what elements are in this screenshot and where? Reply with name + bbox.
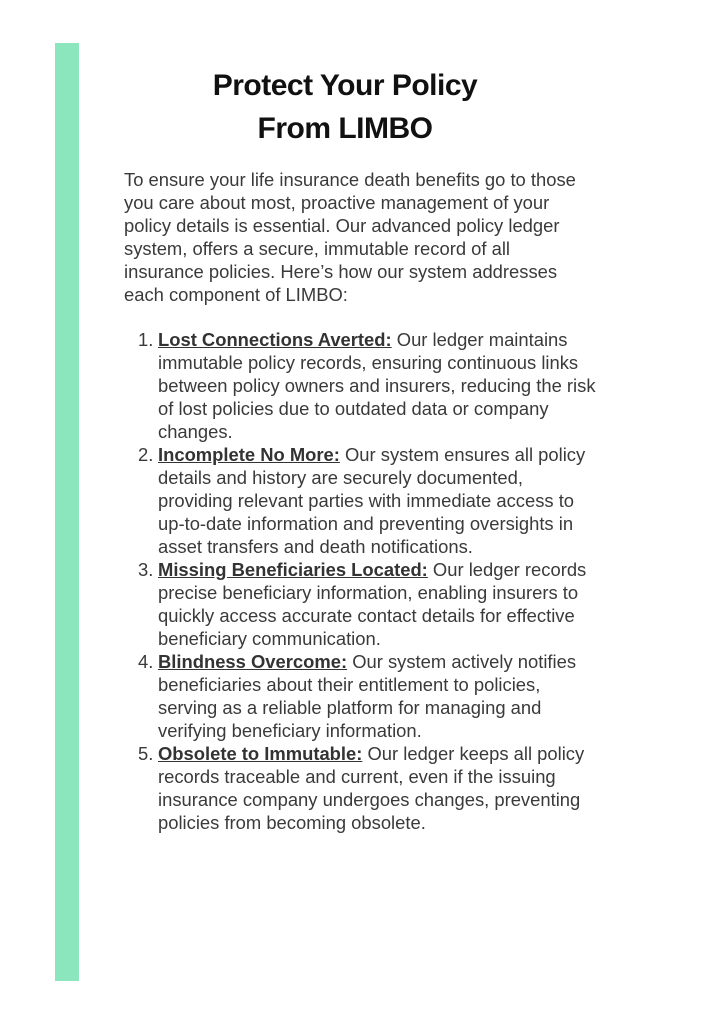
list-item-text: Our system ensures all policy details and history are securely documented, providing relevant parties with immediate access to up-to-date information and preventing oversights in asset transfers and death notifications.	[158, 444, 586, 557]
list-item-number: 1.	[138, 329, 154, 350]
intro-paragraph: To ensure your life insurance death benefits go to those you care about most, proactive management of your policy details is essential. Our advanced policy ledger system, offers a secure, immutable record of all insurance policies. Here’s how our system addresses each component of LIMBO:	[124, 169, 576, 305]
list-item-obsolete	[124, 742, 599, 834]
list-item-number: 3.	[138, 559, 154, 580]
list-item-text: Our ledger keeps all policy records traceable and current, even if the issuing insurance company undergoes changes, preventing policies from becoming obsolete.	[158, 743, 585, 833]
list-item-incomplete	[124, 443, 599, 558]
list-item-number: 2.	[138, 444, 154, 465]
accent-bar	[55, 43, 79, 981]
list-item-text: Our ledger records precise beneficiary information, enabling insurers to quickly access accurate contact details for effective beneficiary communication.	[158, 559, 587, 649]
list-item-heading: Incomplete No More:	[158, 444, 340, 465]
list-item-missing	[124, 558, 599, 650]
page-title-line-1: Protect Your Policy	[212, 69, 478, 102]
list-item-lost	[124, 328, 599, 443]
list-item-heading: Obsolete to Immutable:	[158, 743, 363, 764]
list-item-heading: Missing Beneficiaries Located:	[158, 559, 428, 580]
page-title-line-2: From LIMBO	[257, 112, 433, 145]
page-title	[120, 64, 570, 150]
list-item-number: 5.	[138, 743, 154, 764]
list-item-text: Our system actively notifies beneficiaries about their entitlement to policies, serving as a reliable platform for managing and verifying beneficiary information.	[158, 651, 577, 741]
list-item-text: Our ledger maintains immutable policy records, ensuring continuous links between policy owners and insurers, reducing the risk of lost policies due to outdated data or company changes.	[158, 329, 596, 442]
list-item-heading: Lost Connections Averted:	[158, 329, 392, 350]
list-item-number: 4.	[138, 651, 154, 672]
limbo-list	[124, 328, 599, 834]
list-item-blindness	[124, 650, 599, 742]
list-item-heading: Blindness Overcome:	[158, 651, 348, 672]
